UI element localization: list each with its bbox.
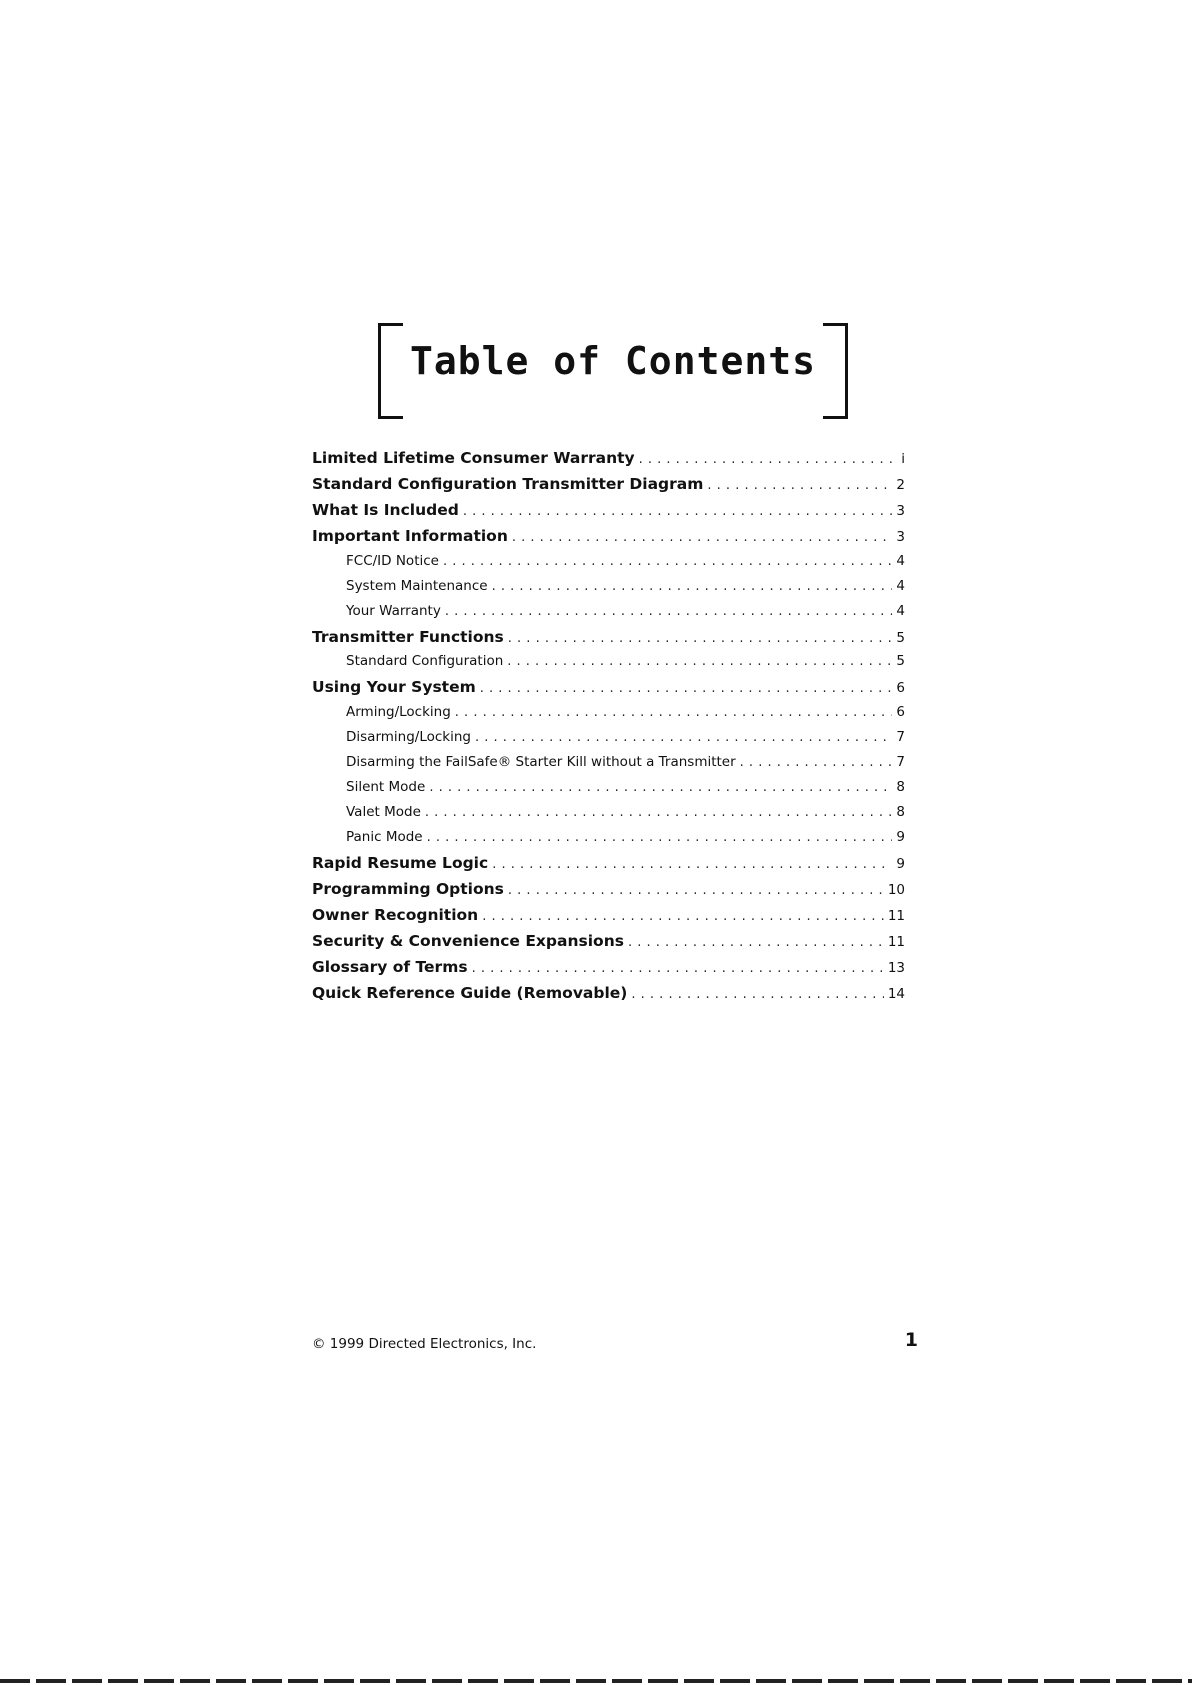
toc-entry-page: 3 [896,528,905,545]
toc-entry-page: 11 [887,934,905,951]
dot-leader [455,705,893,720]
toc-entry-label: Valet Mode [346,804,421,821]
toc-entry-label: Panic Mode [346,829,423,846]
toc-entry-page: 3 [896,502,905,519]
toc-entry-label: Disarming the FailSafe® Starter Kill without a Transmitter [346,754,736,771]
toc-entry-page: 2 [896,476,905,493]
toc-entry-page: 8 [896,779,905,796]
toc-entry-page: 4 [896,577,905,594]
copyright-notice: © 1999 Directed Electronics, Inc. [312,1336,537,1352]
dot-leader [628,935,884,950]
right-bracket-decoration [823,323,848,419]
toc-entry-page: 9 [896,856,905,873]
toc-entry [312,779,905,804]
toc-entry-label: Rapid Resume Logic [312,854,489,873]
toc-entry-page: 6 [896,704,905,721]
dot-leader [492,857,892,872]
toc-entry [312,527,905,553]
toc-entry [312,449,905,475]
toc-entry [312,754,905,779]
toc-entry [312,729,905,754]
toc-entry-label: Arming/Locking [346,704,451,721]
toc-entry [312,932,905,958]
dot-leader [443,554,892,569]
toc-entry [312,501,905,527]
toc-entry [312,553,905,578]
page-number: 1 [904,1329,918,1351]
toc-entry-label: Quick Reference Guide (Removable) [312,983,628,1002]
dot-leader [639,452,898,467]
dot-leader [507,654,892,669]
dot-leader [427,830,893,845]
dot-leader [480,681,893,696]
title-block [378,323,848,417]
toc-entry [312,854,905,880]
toc-entry-label: Disarming/Locking [346,729,472,746]
toc-entry-label: Limited Lifetime Consumer Warranty [312,449,635,467]
dot-leader [472,961,884,976]
dot-leader [508,883,884,898]
dot-leader [631,987,883,1002]
toc-entry [312,653,905,678]
toc-entry-label: Standard Configuration [346,653,504,670]
toc-entry-page: 8 [896,804,905,821]
page-title: Table of Contents [410,339,816,383]
toc-entry [312,704,905,729]
page-edge-marks [0,1679,1192,1683]
toc-entry [312,829,905,854]
dot-leader [492,579,893,594]
table-of-contents [312,449,905,1010]
toc-entry-page: 5 [896,629,905,646]
toc-entry [312,880,905,906]
toc-entry-page: 7 [896,754,905,771]
toc-entry-label: Glossary of Terms [312,957,468,976]
toc-entry-page: 10 [887,882,905,899]
dot-leader [463,504,893,519]
toc-entry-page: 11 [887,908,905,925]
toc-entry-page: 9 [896,829,905,846]
toc-entry-page: 5 [896,653,905,670]
toc-entry [312,958,905,984]
toc-entry-label: Using Your System [312,678,476,697]
toc-entry-label: Owner Recognition [312,906,479,925]
toc-entry-label: Important Information [312,526,508,545]
toc-entry-page: 13 [887,959,905,976]
dot-leader [445,604,893,619]
toc-entry [312,475,905,501]
toc-entry [312,678,905,704]
toc-entry [312,628,905,654]
toc-entry-label: Security & Convenience Expansions [312,932,624,951]
toc-entry [312,906,905,932]
toc-entry [312,578,905,603]
toc-entry-page: 4 [896,602,905,619]
toc-entry [312,804,905,829]
dot-leader [475,730,892,745]
toc-entry [312,603,905,628]
toc-entry-page: 6 [896,680,905,697]
toc-entry-label: FCC/ID Notice [346,552,439,569]
toc-entry-page: 7 [896,729,905,746]
toc-entry-page: i [901,451,905,467]
dot-leader [425,805,893,820]
dot-leader [707,478,892,493]
dot-leader [429,780,892,795]
toc-entry [312,984,905,1010]
toc-entry-page: 4 [896,552,905,569]
toc-entry-label: Your Warranty [346,602,441,619]
dot-leader [740,755,893,770]
toc-entry-label: Programming Options [312,880,504,899]
toc-entry-label: Standard Configuration Transmitter Diagram [312,474,704,493]
toc-entry-label: System Maintenance [346,577,488,594]
toc-entry-label: What Is Included [312,500,459,519]
dot-leader [512,530,893,545]
toc-entry-page: 14 [887,985,905,1002]
dot-leader [482,909,884,924]
dot-leader [508,631,893,646]
toc-entry-label: Transmitter Functions [312,627,504,646]
toc-entry-label: Silent Mode [346,779,426,796]
